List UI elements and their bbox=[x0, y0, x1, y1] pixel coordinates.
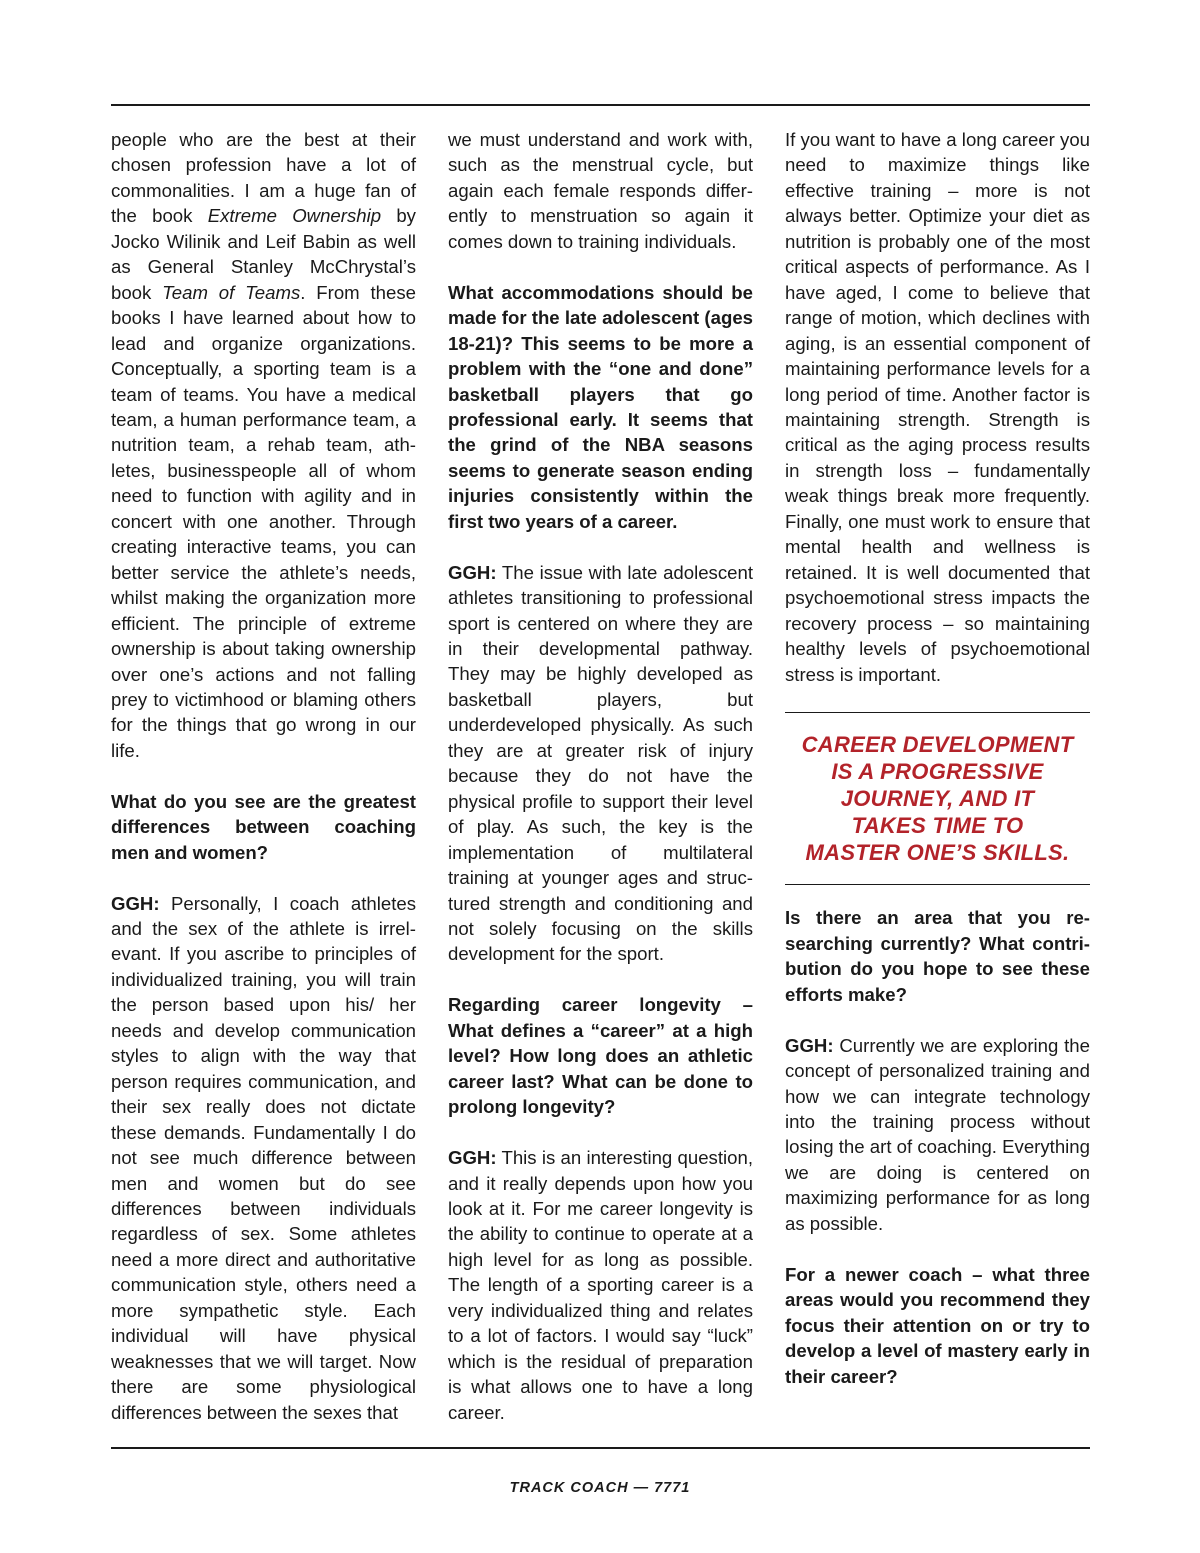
column-3 bbox=[785, 127, 1090, 1389]
column-2 bbox=[448, 127, 753, 1425]
interview-answer bbox=[785, 1033, 1090, 1237]
paragraph: If you want to have a long career you need to maximize things like effective training – more is not always better. Optimize your diet as nutrition is probably one of the most critical aspects of performance. As I have aged, I come to believe that range of motion, which declines with aging, is an essential component of maintaining performance levels for a long period of time. Another factor is maintaining strength. Strength is critical as the aging process results in strength loss – fundamentally weak things break more frequently. Finally, one must work to ensure that mental health and wellness is retained. It is well documented that psychoemotional stress impacts the recovery process – so maintaining healthy levels of psychoemotional stress is important. bbox=[785, 129, 1090, 685]
top-rule bbox=[111, 104, 1090, 106]
pull-quote-line: TAKES TIME TO bbox=[851, 813, 1024, 839]
pull-quote-line: JOURNEY, AND IT bbox=[840, 786, 1035, 812]
book-title: Extreme Ownership bbox=[207, 205, 382, 227]
pull-quote-line: MASTER ONE’S SKILLS. bbox=[805, 840, 1070, 866]
pull-quote-line: CAREER DEVELOPMENT bbox=[801, 732, 1074, 758]
paragraph-text: by Jocko Wilinik and Leif Babin as well as General Stanley McChrystal’s book bbox=[111, 205, 416, 303]
speaker-label: GGH: bbox=[785, 1034, 834, 1056]
answer-text: Currently we are exploring the concept of personalized training and how we can integrate technology into the training process without losing the art of coaching. Everything we are doing is centered on maximizing performance for as long as possible. bbox=[785, 1034, 1090, 1234]
answer-text: This is an interesting question, and it really depends upon how you look at it. For me career longevity is the ability to continue to operate at a high level for as long as possible. The length of a sporting career is a very individualized thing and relates to a lot of factors. I would say “luck” which is the residual of preparation is what allows one to have a long career. bbox=[448, 1147, 753, 1423]
answer-text: Personally, I coach athletes and the sex of the athlete is irrelevant. If you ascribe to principles of individualized training, you will train the person based upon his/ her needs and develop communication styles to align with the way that person requires communication, and their sex really does not dictate these demands. Fundamentally I do not see much difference between men and women but do see differences between individuals regardless of sex. Some athletes need a more direct and authoritative communication style, others need a more sympathetic style. Each individual will have physical weaknesses that we will target. Now there are some physiological differences between the sexes that bbox=[111, 892, 416, 1423]
interview-question: For a newer coach – what three areas would you recommend they focus their attention on or try to develop a level of mastery early in their career? bbox=[785, 1263, 1090, 1387]
pull-quote-line: IS A PROGRESSIVE bbox=[831, 759, 1044, 785]
speaker-label: GGH: bbox=[448, 561, 497, 583]
book-title: Team of Teams bbox=[162, 281, 301, 303]
bottom-rule bbox=[111, 1447, 1090, 1449]
interview-question: What do you see are the greatest differences between coaching men and women? bbox=[111, 790, 416, 863]
interview-answer bbox=[448, 1145, 753, 1425]
pull-quote bbox=[785, 712, 1090, 885]
interview-answer bbox=[111, 891, 416, 1426]
answer-text: The issue with late adolescent athletes transitioning to professional sport is centered on where they are in their developmental pathway. They may be highly developed as basketball players, but underdeveloped physically. As such they are at greater risk of injury because they do not have the physical profile to support their level of play. As such, the key is the implementation of multilateral training at younger ages and structured strength and conditioning and not solely focusing on the skills development for the sport. bbox=[448, 561, 753, 965]
interview-answer bbox=[448, 560, 753, 967]
interview-question: Is there an area that you researching currently? What contribution do you hope to see these efforts make? bbox=[785, 907, 1090, 1005]
speaker-label: GGH: bbox=[448, 1147, 497, 1169]
interview-question: What accommodations should be made for the late adolescent (ages 18-21)? This seems to be more a problem with the “one and done” basketball players that go professional early. It seems that the grind of the NBA seasons seems to generate season ending injuries consistently within the first two years of a career. bbox=[448, 281, 753, 532]
speaker-label: GGH: bbox=[111, 892, 160, 914]
page-footer: TRACK COACH — 7771 bbox=[509, 1480, 691, 1496]
column-1 bbox=[111, 127, 416, 1425]
paragraph: we must understand and work with, such as the menstrual cycle, but again each female responds differently to menstruation so again it comes down to training individuals. bbox=[448, 129, 753, 252]
paragraph bbox=[111, 127, 416, 763]
interview-question: Regarding career longevity – What defines a “career” at a high level? How long does an athletic career last? What can be done to prolong longevity? bbox=[448, 994, 753, 1118]
paragraph-text: . From these books I have learned about how to lead and organize organizations. Conceptually, a sporting team is a team of teams. You have a medical team, a human performance team, a nutrition team, a rehab team, athletes, businesspeople all of whom need to function with agility and in concert with one another. Through creating interactive teams, you can better service the athlete’s needs, whilst making the organization more efficient. The principle of extreme ownership is about taking ownership over one’s actions and not falling prey to victimhood or blaming others for the things that go wrong in our life. bbox=[111, 281, 416, 761]
paragraph-text: people who are the best at their chosen profession have a lot of commonalities. I am a huge fan of the book bbox=[111, 129, 416, 227]
